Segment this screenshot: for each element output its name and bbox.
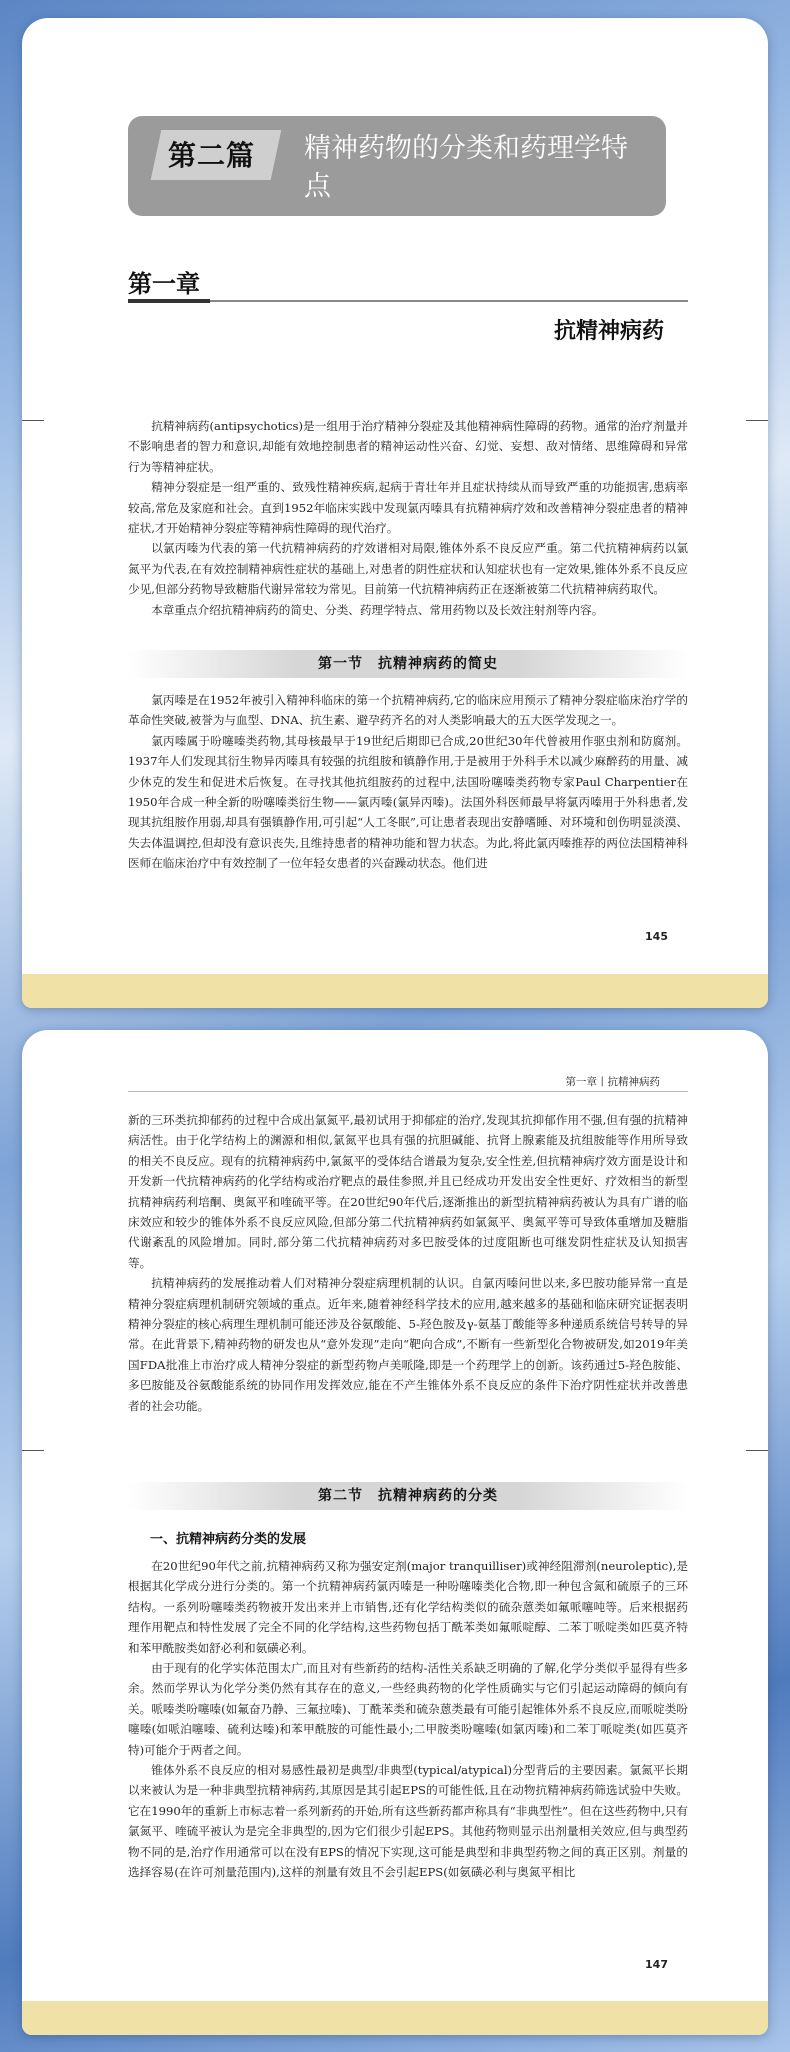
paragraph: 锥体外系不良反应的相对易感性最初是典型/非典型(typical/atypical)分型背后的主要因素。氯氮平长期以来被认为是一种非典型抗精神病药,其原因是其引起EPS的可能性低,且在动物抗精神病药筛选试验中失败。它在1990年的重新上市标志着一系列新药的开始,所有这些新药都声称具有“非典型性”。但在这些药物中,只有氯氮平、喹硫平被认为是完全非典型的,因为它们很少引起EPS。其他药物则显示出剂量相关效应,但与典型药物不同的是,治疗作用通常可以在没有EPS的情况下实现,这可能是典型和非典型药物之间的真正区别。剂量的选择容易(在许可剂量范围内),这样的剂量有效且不会引起EPS(如氨磺必利与奥氮平相比 [128, 1763, 688, 1880]
paragraph: 氯丙嗪属于吩噻嗪类药物,其母核最早于19世纪后期即已合成,20世纪30年代曾被用作驱虫剂和防腐剂。1937年人们发现其衍生物异丙嗪具有较强的抗组胺和镇静作用,于是被用于外科手术以减少麻醉药的用量、减少休克的发生和促进术后恢复。在寻找其他抗组胺药的过程中,法国吩噻嗪类药物专家Paul Charpentier在1950年合成一种全新的吩噻嗪类衍生物——氯丙嗪(氯异丙嗪)。法国外科医师最早将氯丙嗪用于外科患者,发现其抗组胺作用弱,却具有强镇静作用,可引起“人工冬眠”,可让患者表现出安静嗜睡、对环境和创伤明显淡漠、失去体温调控,但却没有意识丧失,且维持患者的精神功能和智力状态。为此,将此氯丙嗪推荐的两位法国精神科医师在临床治疗中有效控制了一位年轻女患者的兴奋躁动状态。他们进 [128, 733, 688, 871]
paragraph: 抗精神病药(antipsychotics)是一组用于治疗精神分裂症及其他精神病性障碍的药物。通常的治疗剂量并不影响患者的智力和意识,却能有效地控制患者的精神运动性兴奋、幻觉、妄想、敌对情绪、思维障碍和异常行为等精神症状。 [128, 419, 688, 474]
part-label: 第二篇 [168, 139, 256, 172]
subsection-heading: 一、抗精神病药分类的发展 [150, 1532, 307, 1547]
footer-band [22, 2001, 768, 2035]
crop-mark [22, 1450, 44, 1451]
paragraph: 由于现有的化学实体范围太广,而且对有些新药的结构-活性关系缺乏明确的了解,化学分类似乎显得有些多余。然而学界认为化学分类仍然有其存在的意义,一些经典药物的化学性质确实与它们引起运动障碍的倾向有关。哌嗪类吩噻嗪(如氟奋乃静、三氟拉嗪)、丁酰苯类和硫杂蒽类最有可能引起锥体外系不良反应,而哌啶类吩噻嗪(如哌泊噻嗪、硫利达嗪)和苯甲酰胺的可能性最小;二甲胺类吩噻嗪(如氯丙嗪)和二苯丁哌啶类(如匹莫齐特)可能介于两者之间。 [128, 1661, 688, 1757]
section1-text [128, 690, 688, 874]
crop-mark [746, 1450, 768, 1451]
paragraph: 以氯丙嗪为代表的第一代抗精神病药的疗效谱相对局限,锥体外系不良反应严重。第二代抗精神病药以氯氮平为代表,在有效控制精神病性症状的基础上,对患者的阴性症状和认知症状也有一定效果,锥体外系不良反应少见,但部分药物导致糖脂代谢异常较为常见。目前第一代抗精神病药正在逐渐被第二代抗精神病药取代。 [128, 541, 688, 597]
paragraph: 在20世纪90年代之前,抗精神病药又称为强安定剂(major tranquilliser)或神经阻滞剂(neuroleptic),是根据其化学成分进行分类的。第一个抗精神病药氯丙嗪是一种吩噻嗪类化合物,即一种包含氮和硫原子的三环结构。一系列吩噻嗪类药物被开发出来并上市销售,还有化学结构类似的硫杂蒽类如氟哌噻吨等。后来根据药理作用靶点和特性发展了完全不同的化学结构,这些药物包括丁酰苯类如氟哌啶醇、二苯丁哌啶类如匹莫齐特和苯甲酰胺类如舒必利和氨磺必利。 [128, 1559, 688, 1655]
chapter-rule [128, 300, 688, 302]
part-title: 精神药物的分类和药理学特点 [304, 133, 628, 202]
paragraph: 本章重点介绍抗精神病药的简史、分类、药理学特点、常用药物以及长效注射剂等内容。 [151, 602, 604, 617]
chapter-label: 第一章 [128, 270, 200, 298]
section-heading: 第一节 抗精神病药的简史 [128, 650, 688, 678]
chapter-rule-accent [128, 299, 210, 303]
running-rule [128, 1091, 688, 1092]
paragraph: 新的三环类抗抑郁药的过程中合成出氯氮平,最初试用于抑郁症的治疗,发现其抗抑郁作用不强,但有强的抗精神病活性。由于化学结构上的渊源和相似,氯氮平也具有强的抗胆碱能、抗肾上腺素能及抗组胺能等作用所导致的相关不良反应。现有的抗精神病药中,氯氮平的受体结合谱最为复杂,安全性差,但抗精神病疗效方面是设计和开发新一代抗精神病药的化学结构或治疗靶点的最佳参照,并且已经成功开发出安全性更好、疗效相当的新型抗精神病药利培酮、奥氮平和喹硫平等。在20世纪90年代后,逐渐推出的新型抗精神病药被认为具有广谱的临床效应和较少的锥体外系不良反应风险,但部分第二代抗精神病药如氯氮平、奥氮平等可导致体重增加及糖脂代谢紊乱的风险增加。同时,部分第二代抗精神病药对多巴胺受体的过度阻断也可继发阴性症状及认知损害等。 [128, 1113, 688, 1270]
footer-band [22, 974, 768, 1008]
page-number: 145 [645, 930, 668, 943]
crop-mark [746, 420, 768, 421]
running-head: 第一章丨抗精神病药 [565, 1076, 660, 1088]
page-147 [22, 1030, 768, 2035]
intro-text [128, 416, 688, 620]
page-number: 147 [645, 1958, 668, 1971]
paragraph: 精神分裂症是一组严重的、致残性精神疾病,起病于青壮年并且症状持续从而导致严重的功能损害,患病率较高,常危及家庭和社会。直到1952年临床实践中发现氯丙嗪具有抗精神病疗效和改善精神分裂症患者的精神症状,才开始精神分裂症等精神病性障碍的现代治疗。 [128, 480, 688, 536]
page-145 [22, 18, 768, 1008]
continued-text [128, 1110, 688, 1416]
section-heading: 第二节 抗精神病药的分类 [128, 1482, 688, 1510]
part-banner [128, 116, 666, 216]
paragraph: 抗精神病药的发展推动着人们对精神分裂症病理机制的认识。自氯丙嗪问世以来,多巴胺功能异常一直是精神分裂症病理机制研究领域的重点。近年来,随着神经科学技术的应用,越来越多的基础和临床研究证据表明精神分裂症的核心病理生理机制可能还涉及谷氨酸能、5-羟色胺及γ-氨基丁酸能等多种递质系统信号转导的异常。在此背景下,精神药物的研发也从“意外发现”走向“靶向合成”,不断有一些新型化合物被研发,如2019年美国FDA批准上市治疗成人精神分裂症的新型药物卢美哌隆,即是一个药理学上的创新。该药通过5-羟色胺能、多巴胺能及谷氨酸能系统的协同作用发挥效应,能在不产生锥体外系不良反应的条件下治疗阴性症状并改善患者的社会功能。 [128, 1276, 688, 1413]
paragraph: 氯丙嗪是在1952年被引入精神科临床的第一个抗精神病药,它的临床应用预示了精神分裂症临床治疗学的革命性突破,被誉为与血型、DNA、抗生素、避孕药齐名的对人类影响最大的五大医学发现之一。 [128, 693, 688, 728]
section2-text [128, 1556, 688, 1883]
chapter-title: 抗精神病药 [553, 318, 664, 344]
crop-mark [22, 420, 44, 421]
